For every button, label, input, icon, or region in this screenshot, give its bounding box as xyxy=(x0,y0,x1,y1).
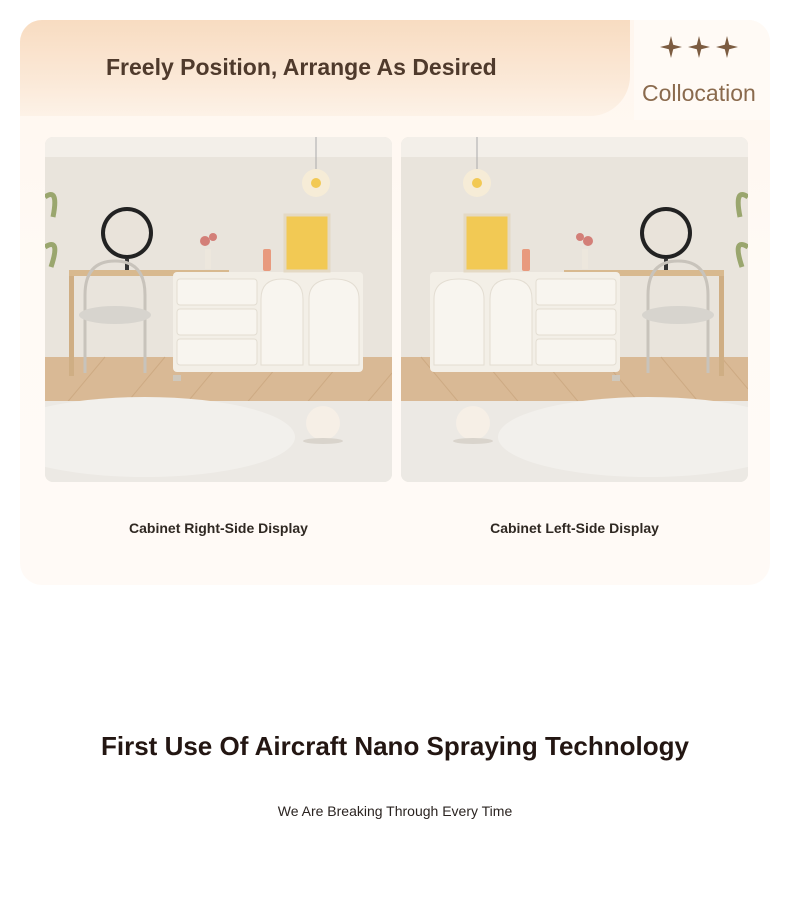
caption-left-side: Cabinet Left-Side Display xyxy=(490,520,659,536)
feature-subline: We Are Breaking Through Every Time xyxy=(277,803,513,819)
collocation-card xyxy=(20,20,770,585)
badge-label: Collocation xyxy=(642,80,756,106)
star-icon xyxy=(688,36,710,58)
vanity-cabinet-left-photo xyxy=(401,137,748,482)
star-icon xyxy=(660,36,682,58)
vanity-cabinet-right-photo xyxy=(45,137,392,482)
star-icon xyxy=(716,36,738,58)
banner-title: Freely Position, Arrange As Desired xyxy=(106,54,497,80)
feature-headline: First Use Of Aircraft Nano Spraying Technology xyxy=(101,731,689,761)
sparkle-stars-icon xyxy=(660,36,738,58)
caption-right-side: Cabinet Right-Side Display xyxy=(129,520,308,536)
banner xyxy=(20,20,630,116)
